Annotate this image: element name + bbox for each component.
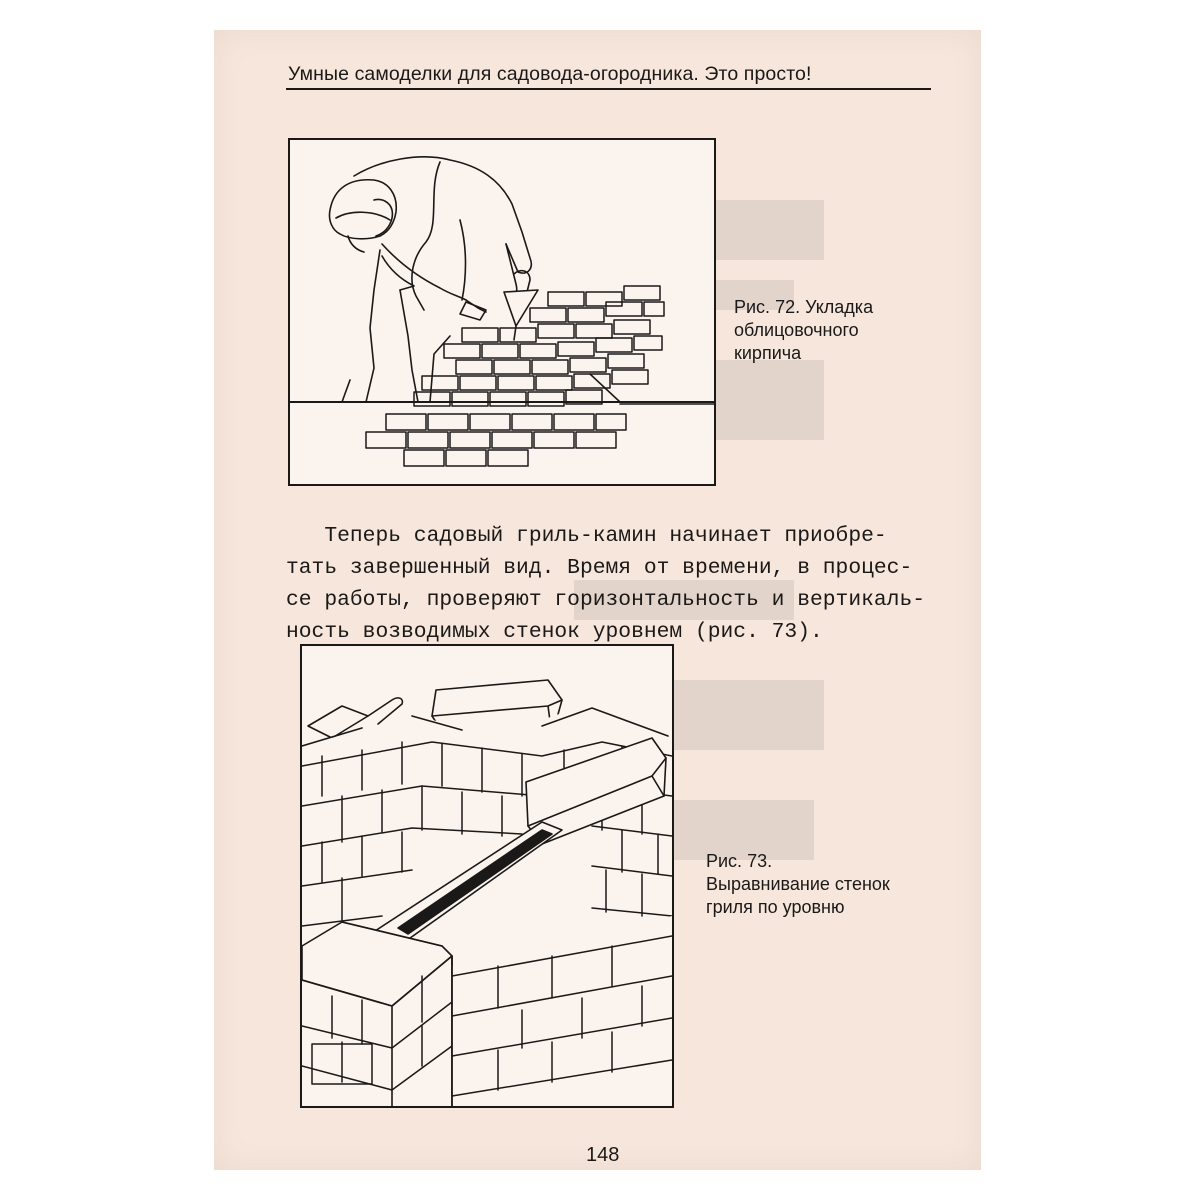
caption-line: кирпича — [734, 343, 802, 363]
figure-73 — [300, 644, 674, 1108]
figure-72 — [288, 138, 716, 486]
paragraph-line: ность возводимых стенок уровнем (рис. 73). — [286, 620, 823, 644]
book-page — [214, 30, 981, 1170]
figure-72-caption — [734, 296, 934, 365]
figure-73-caption — [706, 850, 946, 919]
caption-line: облицовочного — [734, 320, 859, 340]
body-paragraph — [286, 520, 936, 648]
paragraph-line: тать завершенный вид. Время от времени, в процес- — [286, 556, 913, 580]
caption-line: Рис. 73. — [706, 851, 773, 871]
caption-line: гриля по уровню — [706, 897, 845, 917]
caption-line: Выравнивание стенок — [706, 874, 890, 894]
paragraph-line: Теперь садовый гриль-камин начинает приобре- — [286, 524, 887, 548]
bricklayer-illustration — [290, 140, 714, 484]
header-rule — [286, 88, 931, 90]
grill-walls-illustration — [302, 646, 672, 1106]
paragraph-line: се работы, проверяют горизонтальность и вертикаль- — [286, 588, 926, 612]
page-number: 148 — [586, 1144, 620, 1166]
running-header: Умные самоделки для садовода-огородника. Это просто! — [288, 63, 812, 85]
caption-line: Рис. 72. Укладка — [734, 297, 874, 317]
